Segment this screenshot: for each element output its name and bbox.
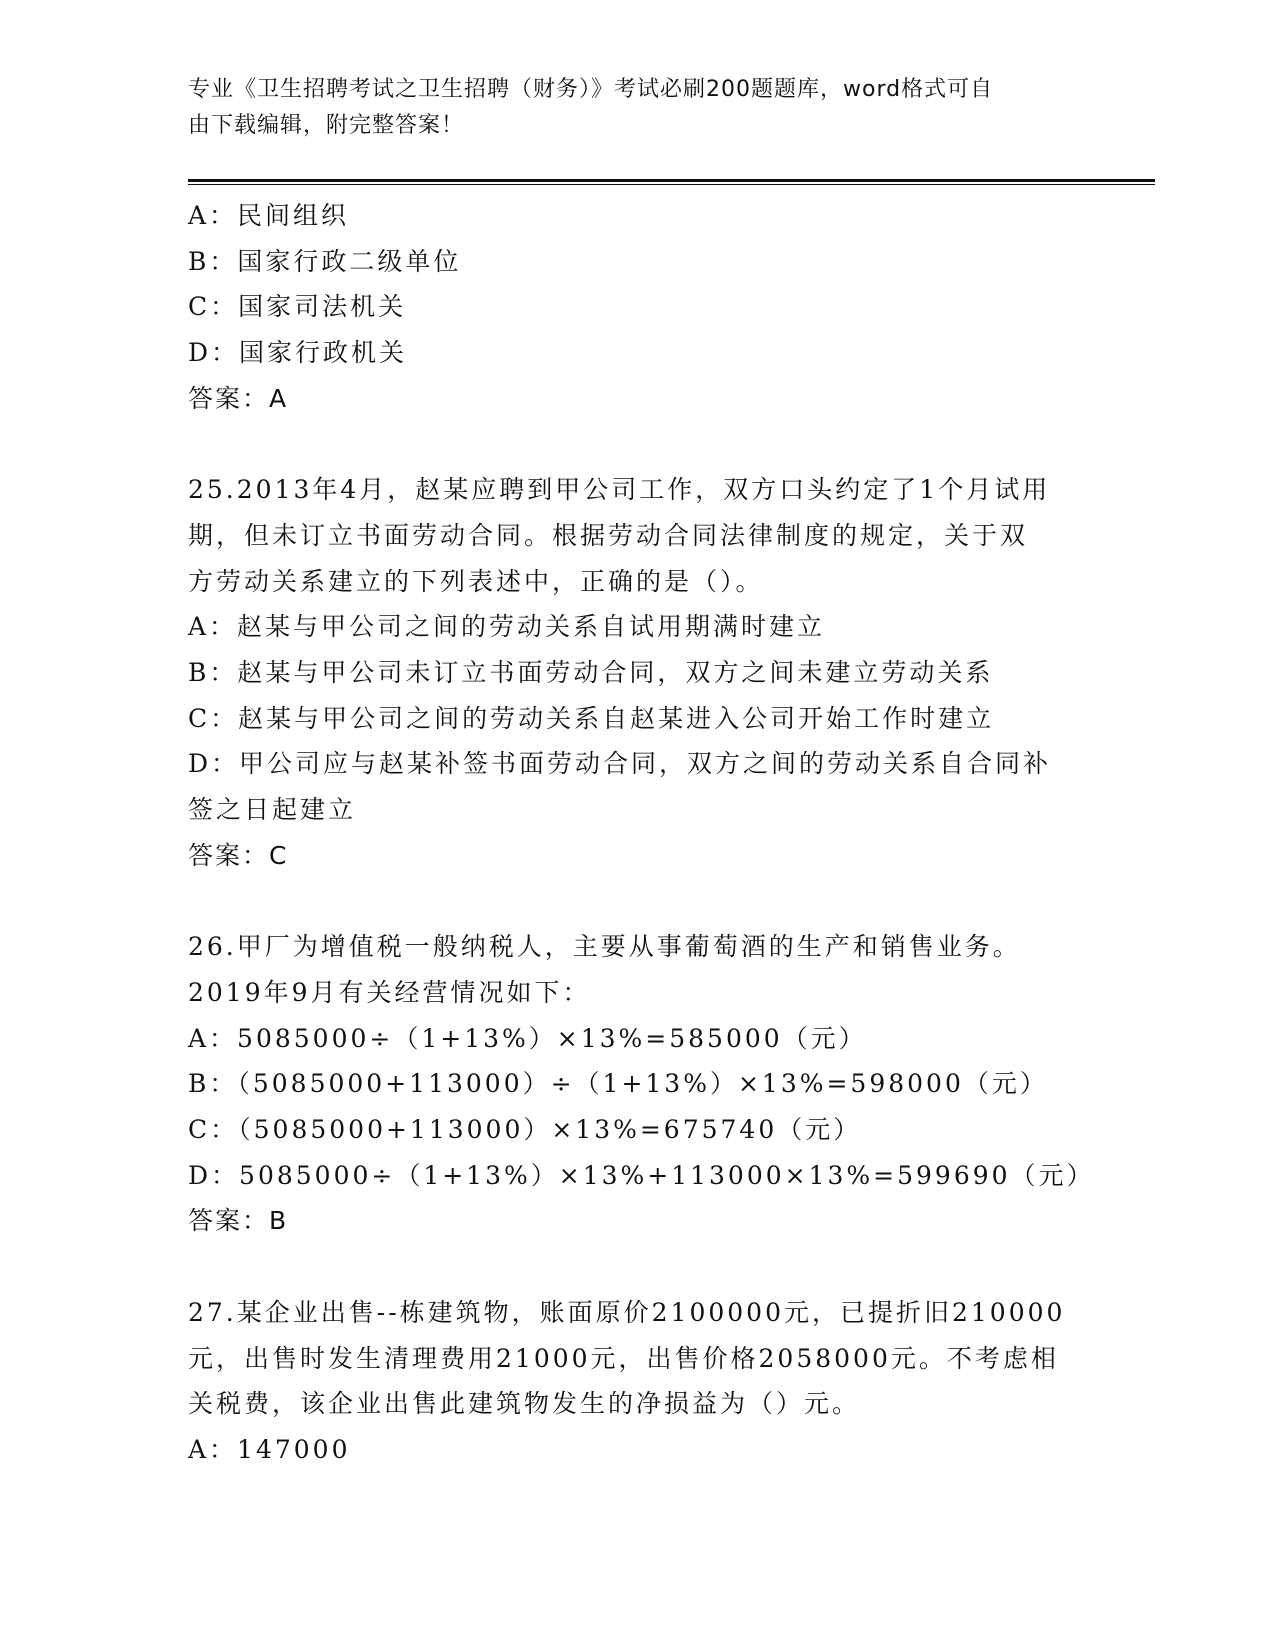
option-c: C：赵某与甲公司之间的劳动关系自赵某进入公司开始工作时建立: [188, 703, 995, 733]
answer-line: 答案：B: [188, 1206, 289, 1236]
question-list: [188, 193, 1095, 1473]
option-c: C：国家司法机关: [188, 292, 407, 322]
question-24: [188, 193, 1088, 422]
question-stem-line-2: 期，但未订立书面劳动合同。根据劳动合同法律制度的规定，关于双: [188, 520, 1029, 550]
spacer: [188, 422, 1088, 468]
spacer: [188, 879, 1088, 925]
question-stem-line-2: 元，出售时发生清理费用21000元，出售价格2058000元。不考虑相: [188, 1343, 1059, 1373]
option-d-line-2: 签之日起建立: [188, 795, 357, 825]
option-b: B：国家行政二级单位: [188, 246, 462, 276]
question-stem-line-1: 26.甲厂为增值税一般纳税人，主要从事葡萄酒的生产和销售业务。: [188, 932, 1021, 962]
option-a: A：147000: [188, 1434, 351, 1464]
header-line-2: 由下载编辑，附完整答案！: [188, 113, 465, 138]
question-stem-line-3: 关税费，该企业出售此建筑物发生的净损益为（）元。: [188, 1389, 861, 1419]
option-a: A：5085000÷（1+13%）×13%=585000（元）: [188, 1023, 867, 1053]
header-divider-thick: [188, 179, 1155, 182]
option-a: A：赵某与甲公司之间的劳动关系自试用期满时建立: [188, 612, 826, 642]
question-25: [188, 467, 1088, 878]
question-stem-line-2: 2019年9月有关经营情况如下：: [188, 977, 591, 1007]
question-stem-line-1: 27.某企业出售--栋建筑物，账面原价2100000元，已提折旧210000: [188, 1297, 1066, 1327]
option-d: D：国家行政机关: [188, 338, 408, 368]
question-stem-line-1: 25.2013年4月，赵某应聘到甲公司工作，双方口头约定了1个月试用: [188, 475, 1051, 505]
option-b: B：（5085000+113000）÷（1+13%）×13%=598000（元）: [188, 1069, 1048, 1099]
answer-line: 答案：A: [188, 383, 289, 413]
header-divider-thin: [188, 184, 1155, 185]
header-line-1: 专业《卫生招聘考试之卫生招聘（财务）》考试必刷200题题库，word格式可自: [188, 77, 994, 102]
option-c: C：（5085000+113000）×13%=675740（元）: [188, 1115, 862, 1145]
option-a: A：民间组织: [188, 201, 350, 230]
document-header: [188, 72, 1088, 144]
answer-line: 答案：C: [188, 840, 289, 870]
question-26: [188, 924, 1095, 1244]
question-stem-line-3: 方劳动关系建立的下列表述中，正确的是（）。: [188, 566, 764, 596]
option-d-line-1: D：甲公司应与赵某补签书面劳动合同，双方之间的劳动关系自合同补: [188, 749, 1052, 779]
spacer: [188, 1244, 1088, 1290]
option-d: D：5085000÷（1+13%）×13%+113000×13%=599690（元）: [188, 1160, 1095, 1190]
option-b: B：赵某与甲公司未订立书面劳动合同，双方之间未建立劳动关系: [188, 658, 994, 688]
question-27: [188, 1290, 1088, 1473]
